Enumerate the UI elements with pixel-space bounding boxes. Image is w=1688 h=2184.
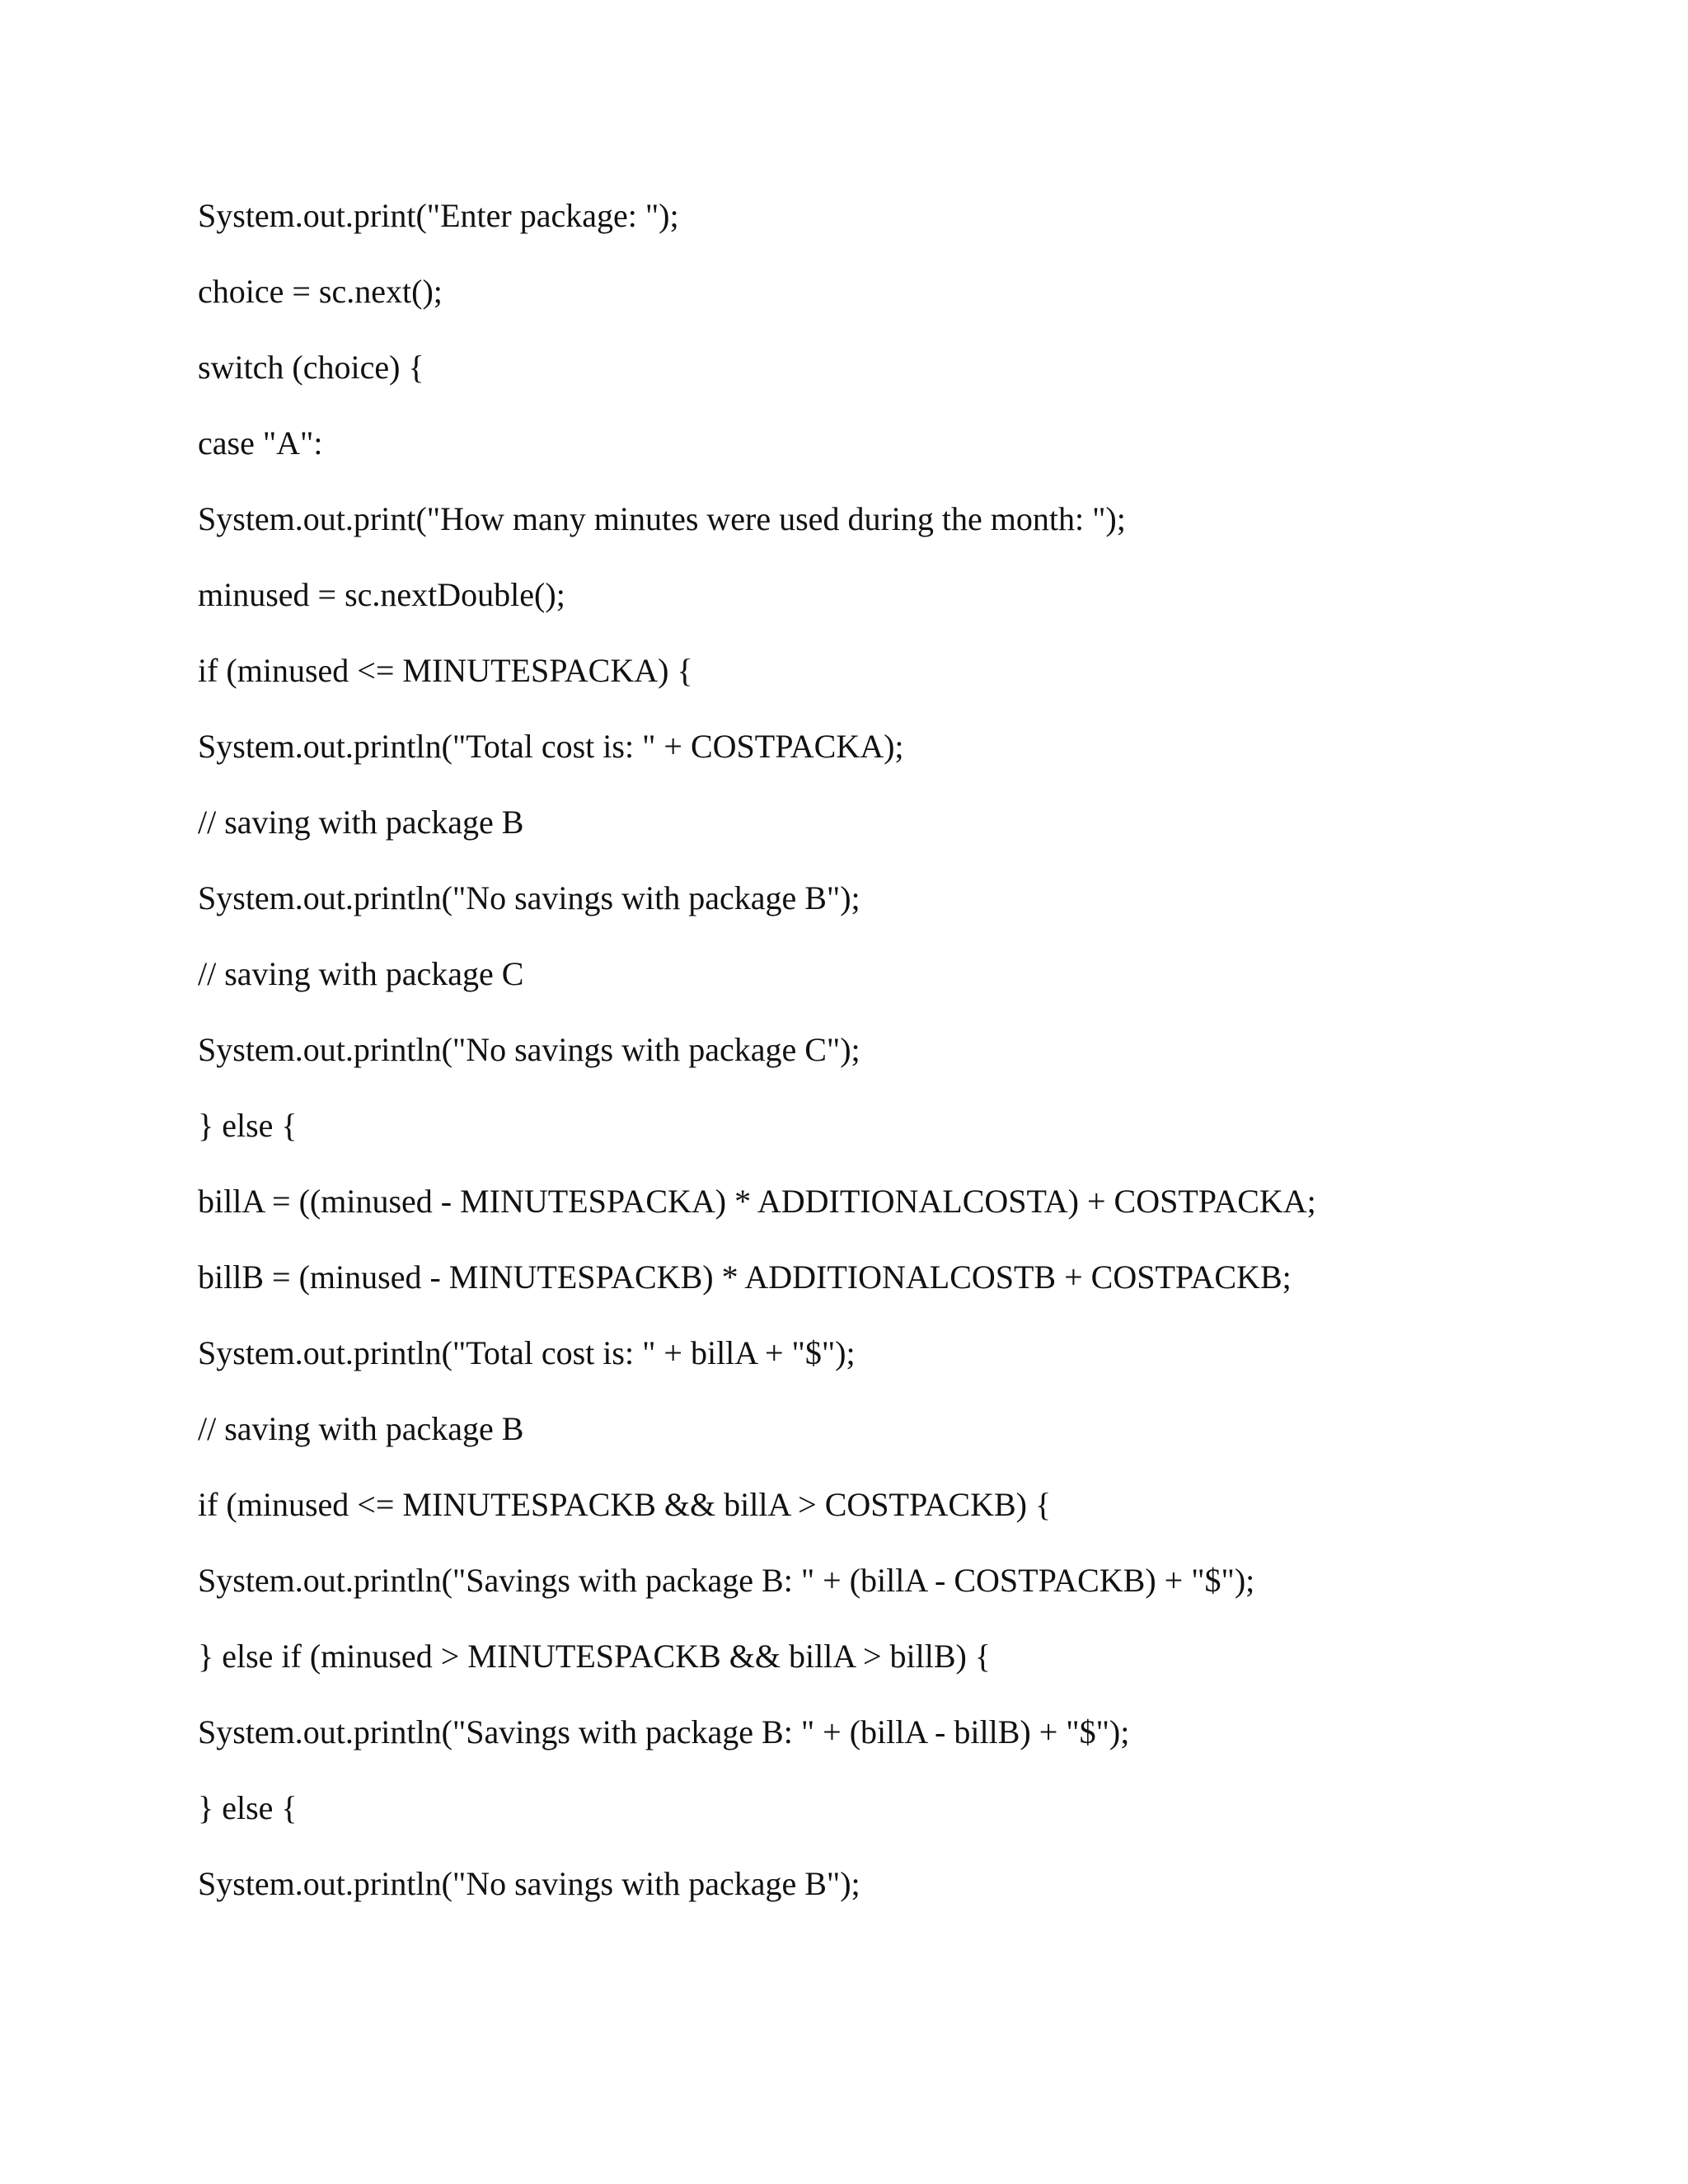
code-line: if (minused <= MINUTESPACKB && billA > COSTPACKB) { [198, 1486, 1052, 1523]
code-line: System.out.println("No savings with package B"); [198, 879, 860, 916]
code-line: System.out.println("Savings with package B: " + (billA - billB) + "$"); [198, 1713, 1130, 1750]
code-line: System.out.println("No savings with package B"); [198, 1865, 860, 1902]
code-line: switch (choice) { [198, 349, 424, 386]
code-line: System.out.println("No savings with package C"); [198, 1031, 860, 1068]
code-line: choice = sc.next(); [198, 273, 443, 310]
code-line: System.out.println("Total cost is: " + COSTPACKA); [198, 728, 904, 765]
code-line: // saving with package B [198, 1410, 524, 1447]
code-line: System.out.print("How many minutes were used during the month: "); [198, 500, 1126, 537]
code-line: } else if (minused > MINUTESPACKB && billA > billB) { [198, 1638, 992, 1675]
code-line: System.out.println("Total cost is: " + billA + "$"); [198, 1334, 856, 1371]
code-line: System.out.println("Savings with package B: " + (billA - COSTPACKB) + "$"); [198, 1562, 1255, 1599]
code-line: } else { [198, 1789, 298, 1826]
code-line: billB = (minused - MINUTESPACKB) * ADDITIONALCOSTB + COSTPACKB; [198, 1258, 1292, 1296]
code-line: case "A": [198, 424, 323, 462]
code-line: // saving with package B [198, 804, 524, 841]
code-line: minused = sc.nextDouble(); [198, 576, 565, 613]
code-line: } else { [198, 1107, 298, 1144]
code-line: billA = ((minused - MINUTESPACKA) * ADDITIONALCOSTA) + COSTPACKA; [198, 1183, 1316, 1220]
code-line: if (minused <= MINUTESPACKA) { [198, 652, 693, 689]
code-line: // saving with package C [198, 955, 524, 992]
code-line: System.out.print("Enter package: "); [198, 197, 679, 234]
